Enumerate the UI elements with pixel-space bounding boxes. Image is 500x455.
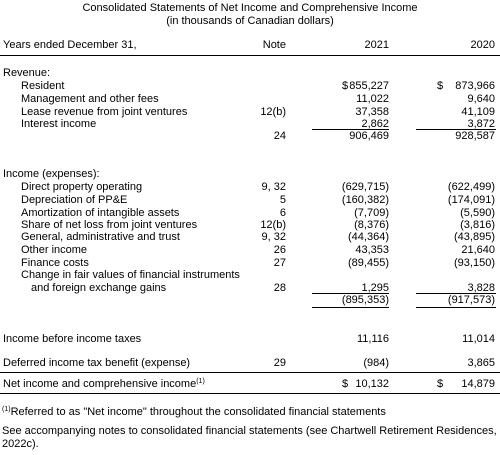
row-note: 28 [273,282,286,294]
row-label: Direct property operating [21,181,143,193]
currency-symbol: $ [437,378,444,390]
total-rule-2021 [312,307,389,308]
table-row [0,181,500,193]
row-label: Resident [21,80,65,92]
value-2021: 855,227 [349,80,389,92]
value-2020: 873,966 [455,80,495,92]
row-label: Finance costs [21,257,89,269]
footnote-text: Referred to as "Net income" throughout the consolidated financial statements [10,406,386,418]
value-2021: (7,709) [354,207,389,219]
footnote-ref: (1) [196,378,205,385]
row-note: 5 [279,194,286,206]
table-row [0,207,500,219]
statement-title: Consolidated Statements of Net Income and Comprehensive Income [82,2,418,14]
row-label: and foreign exchange gains [31,282,167,294]
row-label: Lease revenue from joint ventures [21,106,188,118]
row-note: 12(b) [260,106,286,118]
section-rule [0,393,500,394]
value-2021: (44,364) [348,231,389,243]
value-2020: (174,091) [447,194,495,206]
value-2020: 9,640 [467,93,495,105]
value-2020: 41,109 [461,106,495,118]
row-note: 27 [273,257,286,269]
table-row [0,80,500,92]
table-row [0,244,500,256]
table-row [0,257,500,269]
income-before-tax-row [0,333,500,345]
row-label: Amortization of intangible assets [21,207,180,219]
value-2020: (622,499) [447,181,495,193]
value-2021: 11,022 [356,93,389,105]
value-2021: 43,353 [355,244,389,256]
row-note: 9, 32 [261,181,286,193]
year-2020-header: 2020 [470,39,495,51]
table-row [0,231,500,243]
value-2021: (8,376) [354,219,389,231]
row-label: Net income and comprehensive income [3,378,197,390]
row-note: 9, 32 [261,231,286,243]
header-rule [0,55,500,56]
value-2020: 14,879 [461,378,495,390]
value-2021: (160,382) [341,194,389,206]
net-income-label [3,378,205,390]
revenue-heading: Revenue: [3,67,51,79]
statement-subtitle: (in thousands of Canadian dollars) [166,15,334,27]
value-2020: (3,816) [460,219,495,231]
revenue-heading-row [0,67,500,79]
value-2021: 2,862 [361,118,389,130]
table-row [0,93,500,105]
currency-symbol: $ [437,80,444,92]
expenses-heading: Income (expenses): [3,168,100,180]
row-label: Management and other fees [21,93,159,105]
row-label: Share of net loss from joint ventures [21,219,198,231]
total-rule-2020 [416,307,496,308]
table-row [0,106,500,118]
row-label: Interest income [21,118,97,130]
value-2020: (93,150) [454,257,495,269]
row-note: 6 [279,207,286,219]
value-2021: (629,715) [341,181,389,193]
currency-symbol: $ [342,378,349,390]
value-2021: 906,469 [349,130,389,142]
value-2020: 21,640 [461,244,495,256]
row-label: Other income [21,244,88,256]
note-column-header: Note [262,39,286,51]
value-2021: 10,132 [355,378,389,390]
footnote-marker: (1) [2,406,11,413]
value-2021: (984) [363,357,389,369]
table-row [0,194,500,206]
value-2020: 11,014 [462,333,495,345]
value-2020: (917,573) [447,294,495,306]
row-note: 12(b) [260,219,286,231]
value-2020: (5,590) [460,207,495,219]
expenses-heading-row [0,168,500,180]
value-2020: 928,587 [455,130,495,142]
row-note: 29 [273,357,286,369]
value-2021: 11,116 [356,333,389,345]
row-note: 24 [273,130,286,142]
table-row [0,219,500,231]
deferred-tax-row [0,357,500,369]
net-income-row [0,378,500,390]
row-label: Deferred income tax benefit (expense) [3,357,191,369]
revenue-total-row [0,130,500,142]
value-2021: (895,353) [341,294,389,306]
period-label: Years ended December 31, [3,39,137,51]
row-label: Income before income taxes [3,333,142,345]
footnote-2: See accompanying notes to consolidated financial statements (see Chartwell Retirement Residences, 2022c). [2,425,497,450]
footnote-1 [2,406,498,419]
table-row [0,269,500,281]
row-note: 26 [273,244,286,256]
value-2020: (43,895) [454,231,495,243]
value-2020: 3,872 [467,118,495,130]
expenses-total-row [0,294,500,306]
value-2021: (89,455) [348,257,389,269]
row-label: Depreciation of PP&E [21,194,128,206]
value-2020: 3,865 [467,357,495,369]
row-label: Change in fair values of financial instruments [21,269,240,281]
year-2021-header: 2021 [364,39,389,51]
section-rule [0,372,500,373]
currency-symbol: $ [342,80,349,92]
value-2020: 3,828 [467,282,495,294]
row-label: General, administrative and trust [21,231,180,243]
value-2021: 1,295 [361,282,389,294]
value-2021: 37,358 [355,106,389,118]
header-row [0,39,500,51]
